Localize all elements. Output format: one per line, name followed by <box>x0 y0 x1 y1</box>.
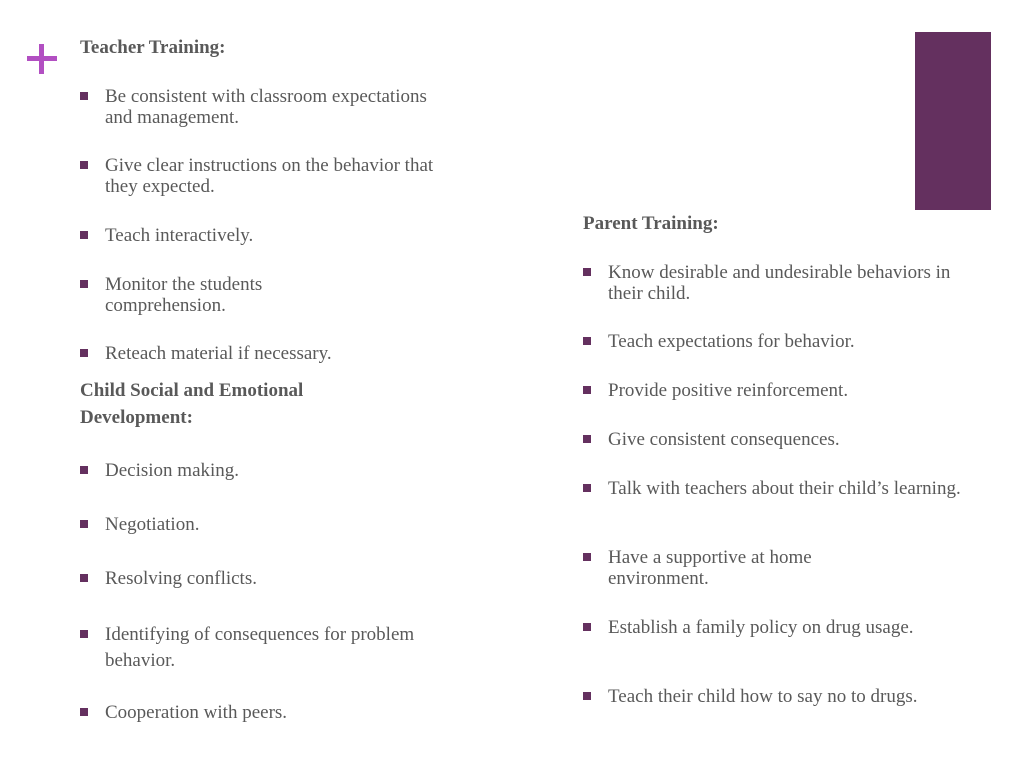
list-item-text: Give consistent consequences. <box>608 429 840 450</box>
list-item <box>80 225 445 246</box>
list-item <box>80 86 445 128</box>
list-item <box>583 686 958 707</box>
list-item <box>80 514 445 535</box>
list-item <box>80 155 445 197</box>
bullet-icon <box>80 466 88 474</box>
bullet-icon <box>583 692 591 700</box>
accent-bar <box>915 32 991 210</box>
list-item-text: Establish a family policy on drug usage. <box>608 617 914 638</box>
bullet-icon <box>80 520 88 528</box>
list-item-text: Identifying of consequences for problem behavior. <box>105 624 415 671</box>
bullet-icon <box>80 349 88 357</box>
list-item-text: Resolving conflicts. <box>105 568 257 589</box>
child-development-heading: Child Social and Emotional Development: <box>80 380 304 428</box>
list-item <box>583 262 968 304</box>
list-item-text: Decision making. <box>105 460 240 481</box>
bullet-icon <box>583 337 591 345</box>
list-item-text: Teach their child how to say no to drugs. <box>608 686 918 707</box>
list-item <box>80 622 445 674</box>
list-item <box>583 429 988 450</box>
bullet-icon <box>583 386 591 394</box>
bullet-icon <box>80 161 88 169</box>
list-item <box>583 478 998 499</box>
bullet-icon <box>583 623 591 631</box>
bullet-icon <box>583 484 591 492</box>
bullet-icon <box>80 708 88 716</box>
list-item-text: Have a supportive at home environment. <box>608 547 812 589</box>
list-item <box>583 547 908 589</box>
list-item <box>80 568 445 589</box>
bullet-icon <box>80 92 88 100</box>
list-item <box>583 380 988 401</box>
teacher-training-heading: Teacher Training: <box>80 37 226 58</box>
plus-icon <box>27 44 57 74</box>
list-item-text: Cooperation with peers. <box>105 702 288 723</box>
list-item <box>80 343 445 364</box>
bullet-icon <box>583 553 591 561</box>
list-item <box>80 274 365 316</box>
bullet-icon <box>583 268 591 276</box>
bullet-icon <box>80 231 88 239</box>
list-item-text: Negotiation. <box>105 514 200 535</box>
list-item <box>80 702 445 723</box>
list-item-text: Provide positive reinforcement. <box>608 380 849 401</box>
list-item-text: Give clear instructions on the behavior that they expected. <box>105 155 434 197</box>
list-item-text: Monitor the students comprehension. <box>105 274 263 316</box>
bullet-icon <box>80 280 88 288</box>
bullet-icon <box>80 630 88 638</box>
list-item-text: Talk with teachers about their child’s learning. <box>608 478 961 499</box>
list-item <box>583 331 988 352</box>
list-item-text: Reteach material if necessary. <box>105 343 332 364</box>
list-item-text: Know desirable and undesirable behaviors in their child. <box>608 262 951 304</box>
bullet-icon <box>80 574 88 582</box>
list-item <box>80 460 445 481</box>
bullet-icon <box>583 435 591 443</box>
list-item-text: Teach expectations for behavior. <box>608 331 855 352</box>
parent-training-heading: Parent Training: <box>583 213 719 234</box>
list-item <box>583 617 958 638</box>
list-item-text: Be consistent with classroom expectations and management. <box>105 86 427 128</box>
list-item-text: Teach interactively. <box>105 225 254 246</box>
